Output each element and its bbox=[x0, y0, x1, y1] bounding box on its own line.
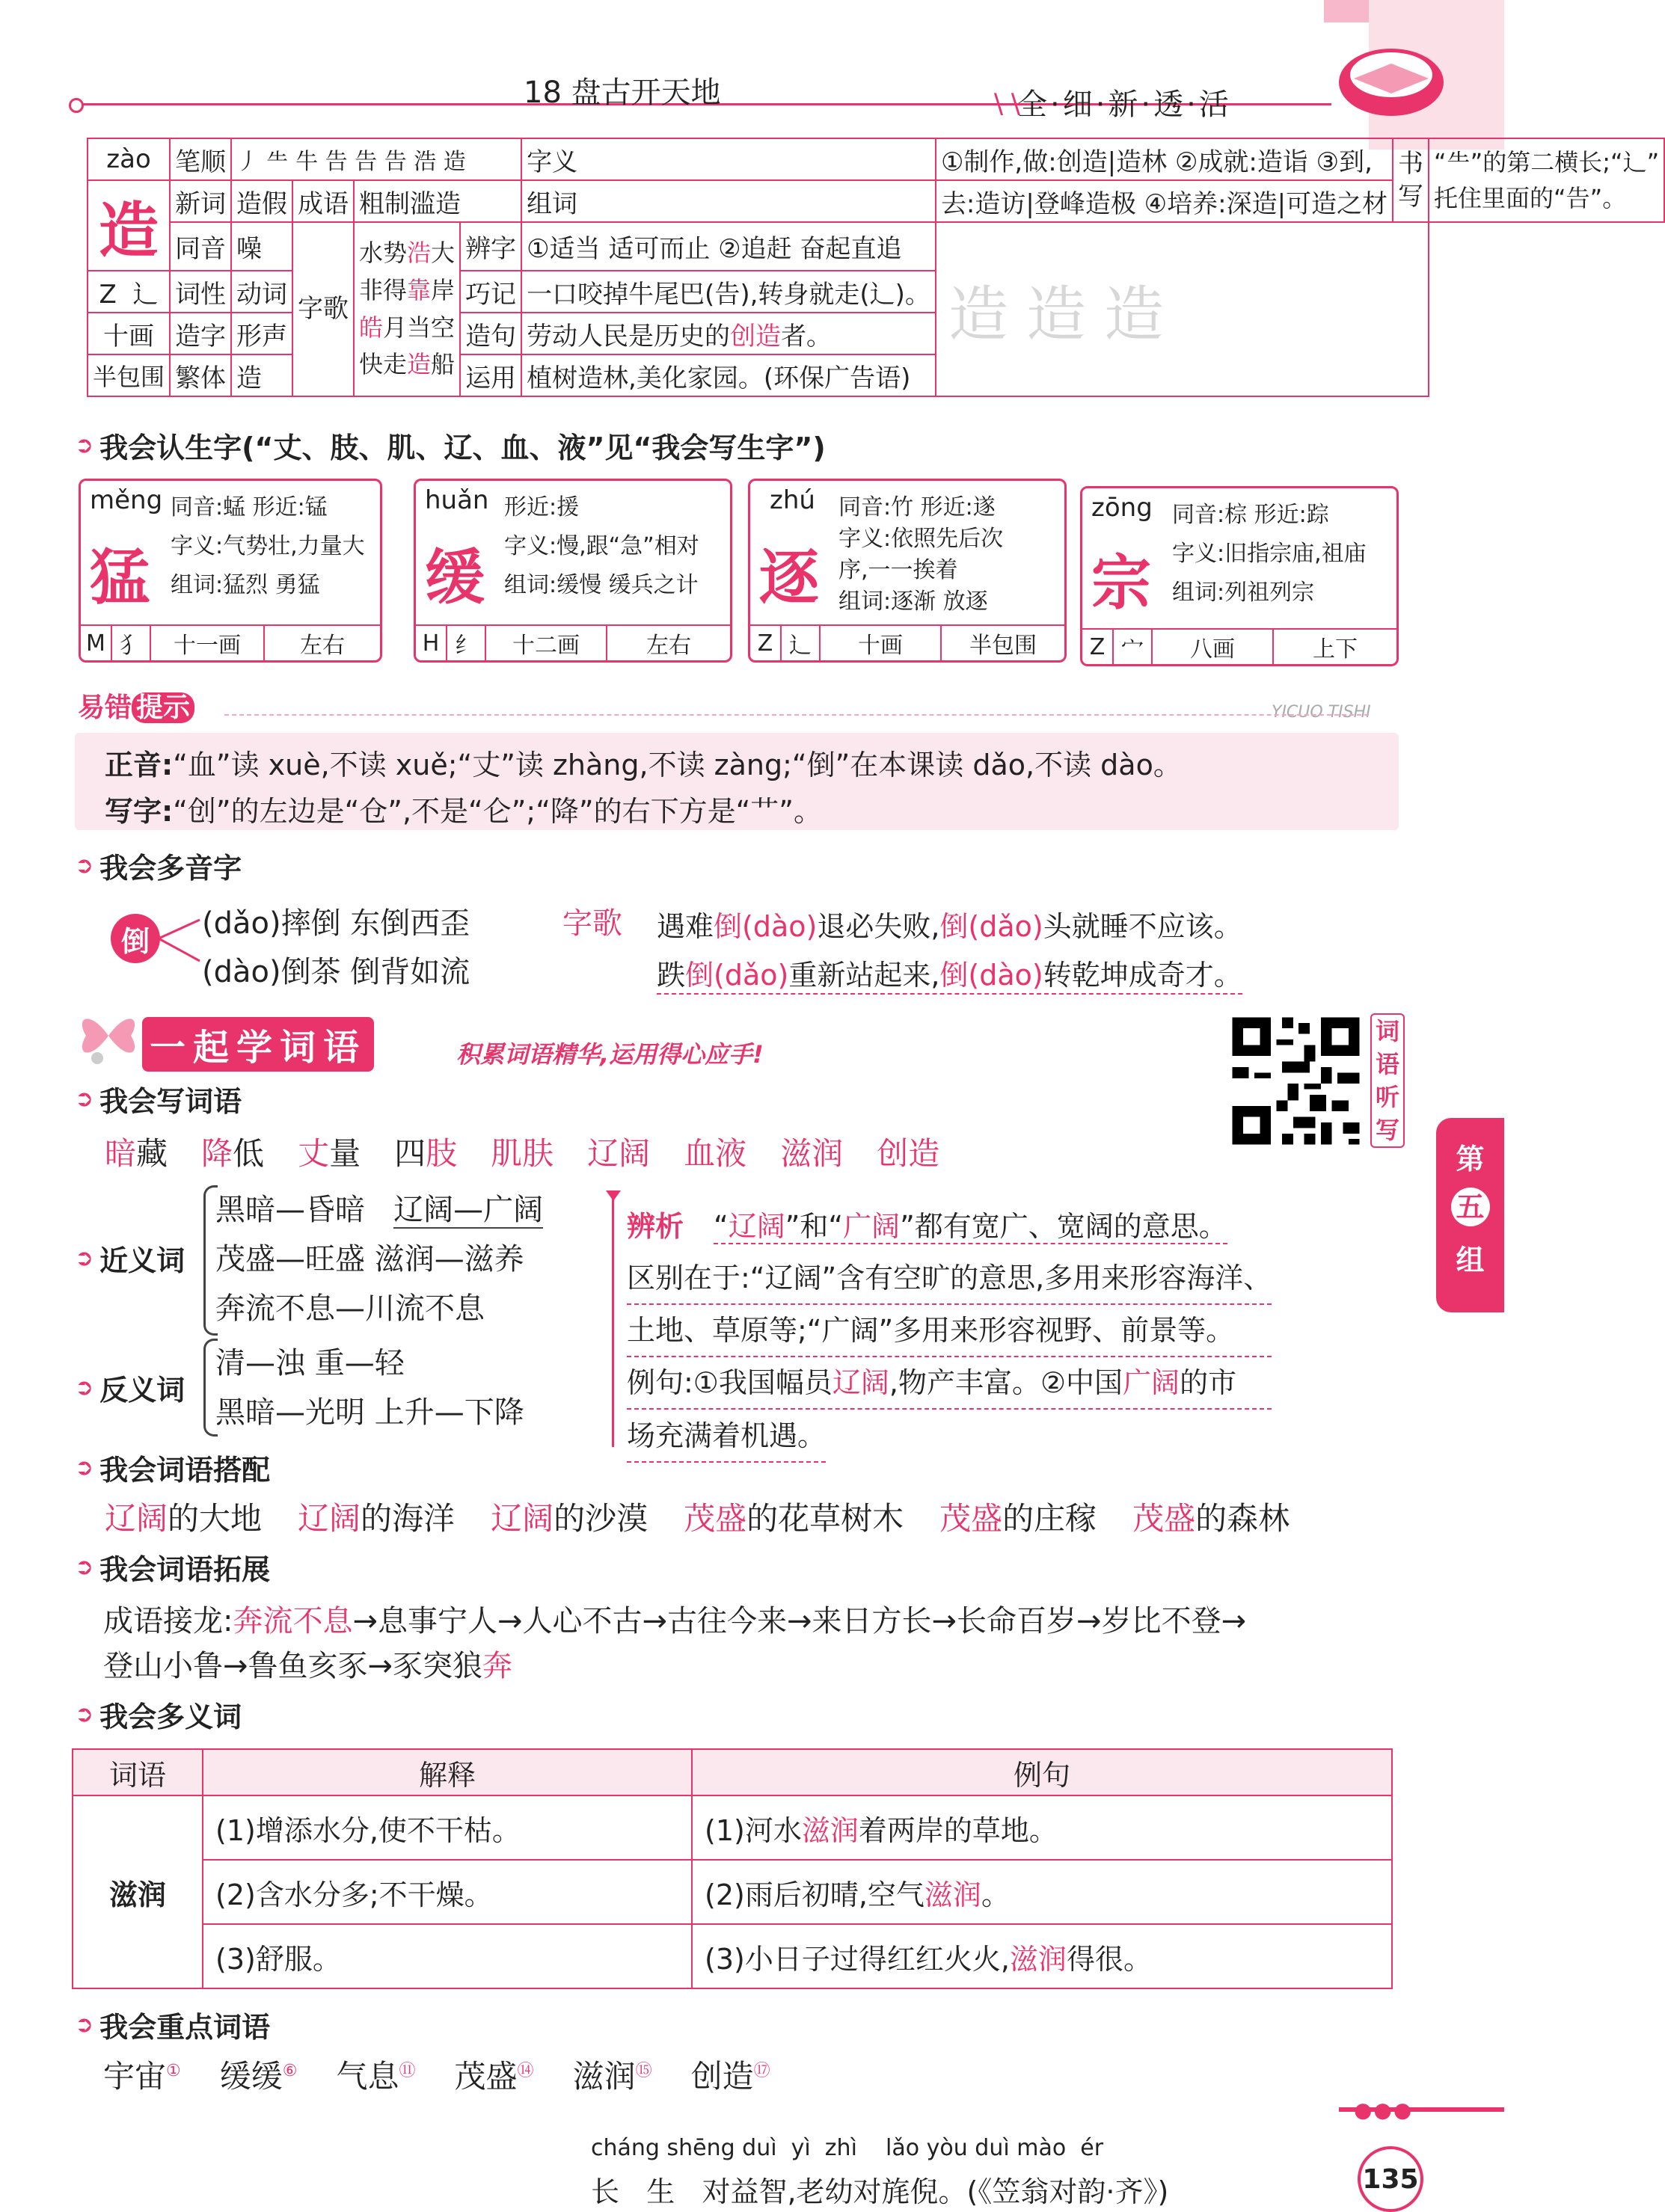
card-char: 宗 bbox=[1091, 548, 1151, 618]
side-tab-c: 组 bbox=[1456, 1244, 1485, 1276]
char-card-zong bbox=[1080, 486, 1399, 666]
word-2 bbox=[201, 1129, 264, 1174]
bianzi-value: ①适当 适可而止 ②追赶 奋起直追 bbox=[521, 222, 936, 271]
expand-end: 奔 bbox=[482, 1649, 513, 1683]
zige-label: 字歌 bbox=[292, 222, 354, 396]
card-structure: 左右 bbox=[300, 633, 345, 659]
main-char: 造 bbox=[88, 180, 170, 271]
word-1-b: 藏 bbox=[136, 1135, 168, 1172]
recognize-title: 我会认生字(“丈、肢、肌、辽、血、液”见“我会写生字”) bbox=[99, 431, 826, 464]
hint-rule bbox=[224, 714, 1369, 716]
multi-header-exp: 解释 bbox=[203, 1749, 692, 1795]
bishun-value: 丿 ⺧ 牛 告 告 告 浩 造 bbox=[231, 138, 521, 180]
practice-char-3: 造 bbox=[1103, 280, 1164, 349]
cixing-label: 词性 bbox=[170, 271, 231, 313]
ziyi-label: 字义 bbox=[521, 138, 936, 180]
zhengyin-text: “血”读 xuè,不读 xuě;“丈”读 zhàng,不读 zàng;“倒”在本课读 dǎo,不读 dào。 bbox=[173, 749, 1182, 781]
polyphone-heading bbox=[75, 845, 242, 886]
word-4-b: 肢 bbox=[426, 1135, 458, 1172]
qiaoji-label: 巧记 bbox=[460, 271, 521, 313]
chengyu-value: 粗制滥造 bbox=[354, 180, 521, 222]
card-line-4: 组词:逐渐 放逐 bbox=[838, 589, 988, 615]
hint-label-2: 提示 bbox=[132, 692, 194, 723]
arrow-icon: ➲ bbox=[75, 1245, 94, 1271]
hint-zhengyin bbox=[105, 742, 1182, 783]
zige-line-3: 皓月当空 bbox=[359, 313, 456, 342]
synonym-list bbox=[215, 1185, 543, 1333]
hint-xiezi bbox=[105, 788, 822, 829]
series-slogan: 全·细·新·透·活 bbox=[1017, 87, 1232, 122]
word-3-a: 丈 bbox=[298, 1135, 330, 1172]
antonym-label bbox=[75, 1367, 185, 1408]
card-line-3: 组词:猛烈 勇猛 bbox=[171, 572, 320, 598]
write-words-title: 我会写词语 bbox=[99, 1085, 242, 1118]
lesson-title: 18 盘古开天地 bbox=[524, 76, 721, 110]
card-strokes: 八画 bbox=[1153, 630, 1274, 664]
char-card-huan bbox=[414, 479, 732, 663]
bianzi-label: 辨字 bbox=[460, 222, 521, 271]
multi-exp-1: (1)增添水分,使不干枯。 bbox=[203, 1795, 692, 1860]
expand-heading bbox=[75, 1546, 270, 1588]
shuxie-value-2: 托住里面的“告”。 bbox=[1434, 184, 1627, 212]
butterfly-icon bbox=[75, 1002, 142, 1069]
word-2-b: 低 bbox=[233, 1135, 265, 1172]
tongyin-value: 噪 bbox=[231, 222, 292, 271]
key-word-4: 茂盛⑭ bbox=[454, 2058, 534, 2095]
arrow-icon: ➲ bbox=[75, 1701, 94, 1727]
xinci-label: 新词 bbox=[170, 180, 231, 222]
group-side-tab bbox=[1436, 1118, 1504, 1312]
card-line-1: 同音:竹 形近:遂 bbox=[838, 494, 996, 520]
write-words-list bbox=[105, 1129, 939, 1174]
card-line-2: 字义:慢,跟“急”相对 bbox=[504, 533, 699, 559]
hint-en: YICUO TISHI bbox=[1272, 703, 1371, 722]
arrow-icon: ➲ bbox=[75, 1374, 94, 1401]
polyphone-char: 倒 bbox=[111, 914, 160, 963]
collocation-2: 辽阔的海洋 bbox=[298, 1500, 456, 1537]
multi-example-1: (1)河水滋润着两岸的草地。 bbox=[692, 1795, 1392, 1860]
card-radical: 犭 bbox=[112, 626, 151, 660]
book-decoration-icon bbox=[1324, 0, 1504, 150]
hint-label bbox=[78, 686, 194, 725]
multi-table bbox=[72, 1748, 1393, 1989]
slash-mark-icon: ∖∖ bbox=[989, 90, 1023, 120]
card-line-2: 字义:依照先后次 bbox=[838, 526, 1004, 552]
card-line-3: 组词:列祖列宗 bbox=[1172, 580, 1315, 606]
fanti-value: 造 bbox=[231, 354, 292, 396]
char-pinyin: zào bbox=[88, 138, 170, 180]
qr-label bbox=[1370, 1013, 1405, 1148]
antonym-list bbox=[215, 1339, 524, 1437]
multi-exp-3: (3)舒服。 bbox=[203, 1924, 692, 1988]
qr-label-4: 写 bbox=[1375, 1116, 1399, 1144]
card-char: 逐 bbox=[759, 543, 819, 612]
practice-char-1: 造 bbox=[948, 280, 1008, 349]
card-line-3: 组词:缓慢 缓兵之计 bbox=[504, 572, 699, 598]
card-char: 猛 bbox=[90, 543, 150, 612]
arrow-icon: ➲ bbox=[75, 2012, 94, 2038]
word-1 bbox=[105, 1129, 168, 1174]
card-line-1: 同音:棕 形近:踪 bbox=[1172, 502, 1329, 528]
zige-line-2: 非得靠岸 bbox=[359, 275, 456, 304]
zhengyin-label: 正音: bbox=[105, 749, 174, 781]
expand-chain-text-1: →息事宁人→人心不古→古往今来→来日方长→长命百岁→岁比不登→ bbox=[352, 1604, 1247, 1638]
bishun-label: 笔顺 bbox=[170, 138, 231, 180]
char-card-meng bbox=[79, 479, 382, 663]
card-strokes: 十一画 bbox=[151, 626, 265, 660]
yunyong-label: 运用 bbox=[460, 354, 521, 396]
branch-icon bbox=[159, 916, 203, 968]
polyphone-song-1: 遇难倒(dào)退必失败,倒(dǎo)头就睡不应该。 bbox=[657, 910, 1242, 943]
collocation-3: 辽阔的沙漠 bbox=[491, 1500, 648, 1537]
polyphone-song-2: 跌倒(dǎo)重新站起来,倒(dào)转乾坤成奇才。 bbox=[657, 952, 1242, 995]
expand-chain-1 bbox=[103, 1597, 1246, 1640]
banner-subtitle: 积累词语精华,运用得心应手! bbox=[456, 1040, 764, 1069]
header-dot bbox=[69, 98, 84, 113]
word-4-a: 四 bbox=[394, 1135, 426, 1172]
main-char-table bbox=[87, 138, 1665, 397]
expand-chain-2 bbox=[103, 1642, 512, 1685]
expand-label: 成语接龙: bbox=[103, 1604, 233, 1638]
analysis-line-3: 土地、草原等;“广阔”多用来形容视野、前景等。 bbox=[627, 1305, 1272, 1357]
analysis-bar bbox=[612, 1193, 614, 1447]
word-6: 辽阔 bbox=[587, 1135, 651, 1172]
card-letter: H bbox=[416, 626, 447, 660]
side-tab-a: 第 bbox=[1456, 1143, 1485, 1176]
xinci-value: 造假 bbox=[231, 180, 292, 222]
zaoju-label: 造句 bbox=[460, 313, 521, 354]
polyphone-title: 我会多音字 bbox=[99, 852, 242, 885]
arrow-icon: ➲ bbox=[75, 852, 94, 879]
qr-label-3: 听 bbox=[1375, 1083, 1399, 1111]
key-word-3: 气息⑪ bbox=[336, 2058, 416, 2095]
polyphone-reading-2: (dào)倒茶 倒背如流 bbox=[202, 955, 470, 989]
card-radical: 宀 bbox=[1114, 630, 1153, 664]
synonym-label bbox=[75, 1238, 185, 1279]
shuxie-label: 书写 bbox=[1393, 138, 1429, 222]
polyphone-zige-label: 字歌 bbox=[562, 906, 622, 941]
card-pinyin: měng bbox=[90, 485, 163, 515]
char-letter: Z bbox=[99, 279, 117, 310]
qr-label-2: 语 bbox=[1375, 1050, 1399, 1078]
char-structure: 半包围 bbox=[88, 354, 170, 396]
shuxie-value-1: “⺧”的第二横长;“辶” bbox=[1434, 148, 1660, 176]
page-number: 135 bbox=[1358, 2146, 1423, 2212]
key-word-6: 创造⑰ bbox=[690, 2058, 770, 2095]
zige-line-1: 水势浩大 bbox=[359, 239, 456, 268]
card-line-1: 形近:援 bbox=[504, 494, 580, 520]
card-char: 缓 bbox=[425, 543, 485, 612]
footer-text: 长 生 对益智,老幼对旄倪。(《笠翁对韵·齐》) bbox=[591, 2175, 1169, 2208]
synonym-line-3: 奔流不息—川流不息 bbox=[215, 1291, 485, 1326]
card-structure: 左右 bbox=[646, 633, 691, 659]
multi-exp-2: (2)含水分多;不干燥。 bbox=[203, 1860, 692, 1924]
word-1-a: 暗 bbox=[105, 1135, 137, 1172]
write-words-heading bbox=[75, 1078, 242, 1119]
collocation-list bbox=[105, 1494, 1290, 1539]
banner-title: 一起学词语 bbox=[142, 1017, 374, 1072]
multi-header-example: 例句 bbox=[692, 1749, 1392, 1795]
word-2-a: 降 bbox=[201, 1135, 233, 1172]
antonym-label-text: 反义词 bbox=[99, 1374, 185, 1407]
collocation-heading bbox=[75, 1447, 270, 1488]
card-pinyin: zōng bbox=[1091, 493, 1153, 523]
qr-code-icon bbox=[1227, 1012, 1365, 1150]
fanti-label: 繁体 bbox=[170, 354, 231, 396]
card-letter: Z bbox=[1082, 630, 1114, 664]
multi-word: 滋润 bbox=[73, 1795, 203, 1988]
word-5: 肌肤 bbox=[491, 1135, 554, 1172]
card-structure: 上下 bbox=[1313, 636, 1358, 663]
word-3-b: 量 bbox=[329, 1135, 361, 1172]
zige-line-4: 快走造船 bbox=[359, 350, 456, 379]
recognize-heading bbox=[75, 425, 826, 466]
qiaoji-value: 一口咬掉牛尾巴(告),转身就走(辶)。 bbox=[521, 271, 936, 313]
multi-example-3: (3)小日子过得红红火火,滋润得很。 bbox=[692, 1924, 1392, 1988]
qr-label-1: 词 bbox=[1375, 1017, 1399, 1045]
arrow-icon: ➲ bbox=[75, 432, 94, 458]
collocation-4: 茂盛的花草树木 bbox=[684, 1500, 904, 1537]
footer-dots-icon: ●●● bbox=[1354, 2098, 1414, 2122]
synonym-line-2: 茂盛—旺盛 滋润—滋养 bbox=[215, 1242, 524, 1276]
word-9: 创造 bbox=[877, 1135, 940, 1172]
analysis-line-5: 场充满着机遇。 bbox=[627, 1410, 826, 1463]
char-strokes: 十画 bbox=[88, 313, 170, 354]
footer-pinyin: cháng shēng duì yì zhì lǎo yòu duì mào ér bbox=[591, 2135, 1104, 2161]
banner-title-box bbox=[142, 1017, 374, 1072]
card-strokes: 十二画 bbox=[486, 626, 607, 660]
polyphone-reading-1: (dǎo)摔倒 东倒西歪 bbox=[202, 906, 470, 941]
collocation-5: 茂盛的庄稼 bbox=[939, 1500, 1097, 1537]
expand-title: 我会词语拓展 bbox=[99, 1553, 271, 1586]
word-3 bbox=[298, 1129, 361, 1174]
collocation-6: 茂盛的森林 bbox=[1132, 1500, 1290, 1537]
analysis-line-2: 区别在于:“辽阔”含有空旷的意思,多用来形容海洋、 bbox=[627, 1253, 1272, 1305]
analysis-marker-icon bbox=[606, 1191, 621, 1201]
multi-example-2: (2)雨后初晴,空气滋润。 bbox=[692, 1860, 1392, 1924]
multi-heading bbox=[75, 1694, 242, 1735]
analysis-line-4: 例句:①我国幅员辽阔,物产丰富。②中国广阔的市 bbox=[627, 1357, 1272, 1410]
ziyi-line2: 去:造访|登峰造极 ④培养:深造|可造之材 bbox=[936, 180, 1393, 222]
side-tab-b: 五 bbox=[1451, 1188, 1490, 1226]
yunyong-value: 植树造林,美化家园。(环保广告语) bbox=[521, 354, 936, 396]
char-radical: 辶 bbox=[132, 279, 159, 310]
analysis-text: 辨析 “辽阔”和“广阔”都有宽广、宽阔的意思。 区别在于:“辽阔”含有空旷的意思,多用来形容海洋、 土地、草原等;“广阔”多用来形容视野、前景等。 例句:①我国幅员辽阔,物产丰富。②中国广阔的市 场充满着机遇。 bbox=[627, 1200, 1272, 1463]
word-8: 滋润 bbox=[780, 1135, 844, 1172]
zaozi-value: 形声 bbox=[231, 313, 292, 354]
card-letter: Z bbox=[750, 626, 782, 660]
zuci-label: 组词 bbox=[521, 180, 936, 222]
xiezi-text: “创”的左边是“仓”,不是“仑”;“降”的右下方是“⺾”。 bbox=[173, 795, 822, 828]
char-card-zhu bbox=[748, 479, 1067, 663]
chengyu-label: 成语 bbox=[292, 180, 354, 222]
card-strokes: 十画 bbox=[821, 626, 942, 660]
card-line-3: 序,一一挨着 bbox=[838, 557, 958, 583]
key-word-1: 宇宙① bbox=[103, 2058, 181, 2095]
card-radical: 辶 bbox=[782, 626, 821, 660]
xiezi-label: 写字: bbox=[105, 795, 174, 828]
antonym-line-1: 清—浊 重—轻 bbox=[215, 1346, 405, 1380]
analysis-label: 辨析 bbox=[627, 1210, 684, 1243]
hint-label-1: 易错 bbox=[78, 692, 132, 723]
collocation-1: 辽阔的大地 bbox=[105, 1500, 263, 1537]
cixing-value: 动词 bbox=[231, 271, 292, 313]
expand-chain-text-2: 登山小鲁→鲁鱼亥豕→豕突狼 bbox=[103, 1649, 483, 1683]
card-structure: 半包围 bbox=[969, 633, 1037, 659]
synonym-label-text: 近义词 bbox=[99, 1244, 185, 1277]
synonym-line-1: 黑暗—昏暗 辽阔—广阔 bbox=[215, 1193, 544, 1227]
card-radical: 纟 bbox=[447, 626, 486, 660]
key-words-list bbox=[103, 2052, 770, 2097]
card-letter: M bbox=[81, 626, 112, 660]
word-7: 血液 bbox=[684, 1135, 747, 1172]
zaozi-label: 造字 bbox=[170, 313, 231, 354]
ziyi-line1: ①制作,做:创造|造林 ②成就:造诣 ③到, bbox=[936, 138, 1393, 180]
antonym-line-2: 黑暗—光明 上升—下降 bbox=[215, 1395, 524, 1430]
key-words-title: 我会重点词语 bbox=[99, 2011, 271, 2044]
card-line-2: 字义:旧指宗庙,祖庙 bbox=[1172, 541, 1367, 567]
practice-char-2: 造 bbox=[1025, 280, 1086, 349]
multi-title: 我会多义词 bbox=[99, 1701, 242, 1733]
collocation-title: 我会词语搭配 bbox=[99, 1454, 271, 1487]
multi-header-word: 词语 bbox=[73, 1749, 203, 1795]
expand-start: 奔流不息 bbox=[233, 1604, 353, 1638]
card-pinyin: zhú bbox=[770, 485, 815, 515]
arrow-icon: ➲ bbox=[75, 1086, 94, 1112]
arrow-icon: ➲ bbox=[75, 1454, 94, 1481]
card-pinyin: huǎn bbox=[425, 485, 489, 515]
key-words-heading bbox=[75, 2004, 270, 2045]
zaoju-value: 劳动人民是历史的创造者。 bbox=[521, 313, 936, 354]
key-word-5: 滋润⑮ bbox=[572, 2058, 652, 2095]
card-line-2: 字义:气势壮,力量大 bbox=[171, 533, 365, 559]
arrow-icon: ➲ bbox=[75, 1554, 94, 1580]
tongyin-label: 同音 bbox=[170, 222, 231, 271]
word-4 bbox=[394, 1129, 457, 1174]
card-line-1: 同音:蜢 形近:锰 bbox=[171, 494, 328, 520]
key-word-2: 缓缓⑥ bbox=[219, 2058, 298, 2095]
